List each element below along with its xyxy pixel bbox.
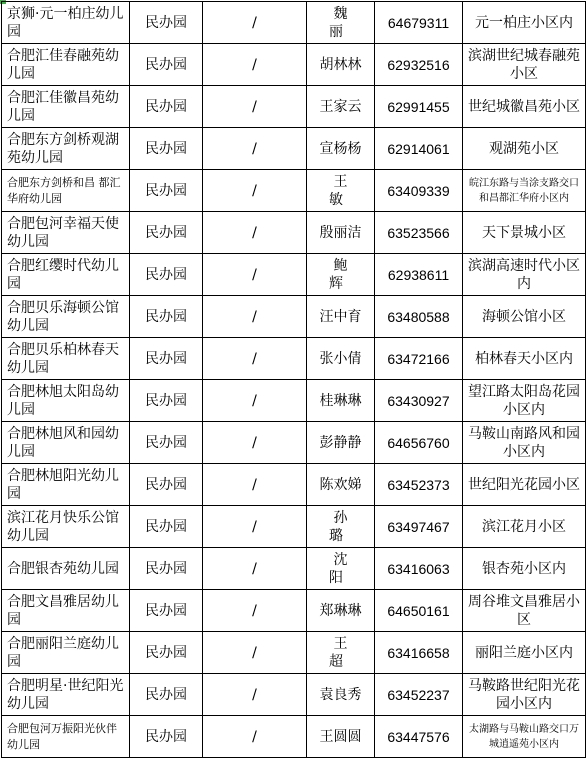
address-cell: 世纪城徽昌苑小区 bbox=[463, 86, 586, 128]
address-cell: 滨湖世纪城春融苑小区 bbox=[463, 44, 586, 86]
contact-person-cell: 桂琳琳 bbox=[307, 380, 375, 422]
level-cell: / bbox=[203, 506, 307, 548]
contact-person-cell: 宣杨杨 bbox=[307, 128, 375, 170]
school-type-cell: 民办园 bbox=[130, 296, 203, 338]
table-body bbox=[2, 2, 586, 758]
kindergarten-name-cell: 合肥林旭风和园幼儿园 bbox=[2, 422, 130, 464]
table-row bbox=[2, 590, 586, 632]
address-cell: 天下景城小区 bbox=[463, 212, 586, 254]
table-row bbox=[2, 170, 586, 212]
table-row bbox=[2, 422, 586, 464]
address-cell: 丽阳兰庭小区内 bbox=[463, 632, 586, 674]
kindergarten-name-cell: 合肥汇佳春融苑幼儿园 bbox=[2, 44, 130, 86]
address-cell: 元一柏庄小区内 bbox=[463, 2, 586, 44]
table-row bbox=[2, 548, 586, 590]
table-row bbox=[2, 632, 586, 674]
table-row bbox=[2, 86, 586, 128]
kindergarten-name-cell: 合肥丽阳兰庭幼儿园 bbox=[2, 632, 130, 674]
address-cell: 马鞍山南路风和园小区内 bbox=[463, 422, 586, 464]
table-row bbox=[2, 2, 586, 44]
contact-person-cell: 陈欢娣 bbox=[307, 464, 375, 506]
kindergarten-name-cell: 合肥红缨时代幼儿园 bbox=[2, 254, 130, 296]
phone-cell: 62932516 bbox=[375, 44, 463, 86]
address-cell: 银杏苑小区内 bbox=[463, 548, 586, 590]
school-type-cell: 民办园 bbox=[130, 464, 203, 506]
phone-cell: 62914061 bbox=[375, 128, 463, 170]
level-cell: / bbox=[203, 170, 307, 212]
table-row bbox=[2, 716, 586, 758]
phone-cell: 62991455 bbox=[375, 86, 463, 128]
school-type-cell: 民办园 bbox=[130, 128, 203, 170]
level-cell: / bbox=[203, 128, 307, 170]
contact-person-cell: 郑琳琳 bbox=[307, 590, 375, 632]
contact-person-cell: 王圆圆 bbox=[307, 716, 375, 758]
contact-person-cell: 魏 丽 bbox=[307, 2, 375, 44]
kindergarten-table bbox=[1, 1, 586, 758]
address-cell: 世纪阳光花园小区 bbox=[463, 464, 586, 506]
table-row bbox=[2, 128, 586, 170]
level-cell: / bbox=[203, 254, 307, 296]
contact-person-cell: 鲍 辉 bbox=[307, 254, 375, 296]
level-cell: / bbox=[203, 380, 307, 422]
phone-cell: 63472166 bbox=[375, 338, 463, 380]
phone-cell: 63416658 bbox=[375, 632, 463, 674]
level-cell: / bbox=[203, 422, 307, 464]
school-type-cell: 民办园 bbox=[130, 716, 203, 758]
school-type-cell: 民办园 bbox=[130, 422, 203, 464]
kindergarten-name-cell: 京狮·元一柏庄幼儿园 bbox=[2, 2, 130, 44]
kindergarten-name-cell: 合肥贝乐柏林春天幼儿园 bbox=[2, 338, 130, 380]
school-type-cell: 民办园 bbox=[130, 86, 203, 128]
table-row bbox=[2, 254, 586, 296]
school-type-cell: 民办园 bbox=[130, 44, 203, 86]
address-cell: 观湖苑小区 bbox=[463, 128, 586, 170]
level-cell: / bbox=[203, 548, 307, 590]
phone-cell: 63497467 bbox=[375, 506, 463, 548]
contact-person-cell: 彭静静 bbox=[307, 422, 375, 464]
kindergarten-name-cell: 合肥明星·世纪阳光幼儿园 bbox=[2, 674, 130, 716]
kindergarten-name-cell: 合肥银杏苑幼儿园 bbox=[2, 548, 130, 590]
level-cell: / bbox=[203, 2, 307, 44]
level-cell: / bbox=[203, 86, 307, 128]
table-row bbox=[2, 212, 586, 254]
phone-cell: 64656760 bbox=[375, 422, 463, 464]
kindergarten-name-cell: 合肥林旭阳光幼儿园 bbox=[2, 464, 130, 506]
contact-person-cell: 孙 璐 bbox=[307, 506, 375, 548]
kindergarten-name-cell: 合肥包河幸福天使幼儿园 bbox=[2, 212, 130, 254]
contact-person-cell: 胡林林 bbox=[307, 44, 375, 86]
phone-cell: 63452237 bbox=[375, 674, 463, 716]
phone-cell: 64679311 bbox=[375, 2, 463, 44]
school-type-cell: 民办园 bbox=[130, 674, 203, 716]
phone-cell: 63523566 bbox=[375, 212, 463, 254]
school-type-cell: 民办园 bbox=[130, 170, 203, 212]
kindergarten-name-cell: 合肥包河万振阳光伙伴幼儿园 bbox=[2, 716, 130, 758]
school-type-cell: 民办园 bbox=[130, 212, 203, 254]
table-row bbox=[2, 338, 586, 380]
contact-person-cell: 王 敏 bbox=[307, 170, 375, 212]
kindergarten-name-cell: 合肥文昌雅居幼儿园 bbox=[2, 590, 130, 632]
phone-cell: 63452373 bbox=[375, 464, 463, 506]
phone-cell: 62938611 bbox=[375, 254, 463, 296]
level-cell: / bbox=[203, 674, 307, 716]
address-cell: 滨湖高速时代小区内 bbox=[463, 254, 586, 296]
kindergarten-name-cell: 合肥贝乐海顿公馆幼儿园 bbox=[2, 296, 130, 338]
level-cell: / bbox=[203, 296, 307, 338]
school-type-cell: 民办园 bbox=[130, 254, 203, 296]
address-cell: 太湖路与马鞍山路交口万城逍遥苑小区内 bbox=[463, 716, 586, 758]
contact-person-cell: 袁良秀 bbox=[307, 674, 375, 716]
school-type-cell: 民办园 bbox=[130, 590, 203, 632]
phone-cell: 63416063 bbox=[375, 548, 463, 590]
table-row bbox=[2, 296, 586, 338]
contact-person-cell: 王家云 bbox=[307, 86, 375, 128]
phone-cell: 63430927 bbox=[375, 380, 463, 422]
kindergarten-name-cell: 合肥林旭太阳岛幼儿园 bbox=[2, 380, 130, 422]
table-row bbox=[2, 674, 586, 716]
phone-cell: 64650161 bbox=[375, 590, 463, 632]
level-cell: / bbox=[203, 44, 307, 86]
address-cell: 柏林春天小区内 bbox=[463, 338, 586, 380]
kindergarten-name-cell: 滨江花月快乐公馆幼儿园 bbox=[2, 506, 130, 548]
table-row bbox=[2, 506, 586, 548]
school-type-cell: 民办园 bbox=[130, 506, 203, 548]
level-cell: / bbox=[203, 464, 307, 506]
school-type-cell: 民办园 bbox=[130, 548, 203, 590]
contact-person-cell: 汪中育 bbox=[307, 296, 375, 338]
address-cell: 海顿公馆小区 bbox=[463, 296, 586, 338]
school-type-cell: 民办园 bbox=[130, 632, 203, 674]
address-cell: 望江路太阳岛花园小区内 bbox=[463, 380, 586, 422]
address-cell: 滨江花月小区 bbox=[463, 506, 586, 548]
table-row bbox=[2, 44, 586, 86]
kindergarten-name-cell: 合肥东方剑桥和昌 都汇华府幼儿园 bbox=[2, 170, 130, 212]
level-cell: / bbox=[203, 212, 307, 254]
table-row bbox=[2, 464, 586, 506]
address-cell: 皖江东路与当涂支路交口和昌都汇华府小区内 bbox=[463, 170, 586, 212]
phone-cell: 63447576 bbox=[375, 716, 463, 758]
phone-cell: 63480588 bbox=[375, 296, 463, 338]
address-cell: 周谷堆文昌雅居小区 bbox=[463, 590, 586, 632]
address-cell: 马鞍路世纪阳光花园小区内 bbox=[463, 674, 586, 716]
kindergarten-name-cell: 合肥东方剑桥观湖苑幼儿园 bbox=[2, 128, 130, 170]
table-row bbox=[2, 380, 586, 422]
level-cell: / bbox=[203, 338, 307, 380]
phone-cell: 63409339 bbox=[375, 170, 463, 212]
level-cell: / bbox=[203, 632, 307, 674]
school-type-cell: 民办园 bbox=[130, 338, 203, 380]
contact-person-cell: 王 超 bbox=[307, 632, 375, 674]
level-cell: / bbox=[203, 716, 307, 758]
school-type-cell: 民办园 bbox=[130, 2, 203, 44]
level-cell: / bbox=[203, 590, 307, 632]
kindergarten-name-cell: 合肥汇佳徽昌苑幼儿园 bbox=[2, 86, 130, 128]
contact-person-cell: 沈 阳 bbox=[307, 548, 375, 590]
contact-person-cell: 张小倩 bbox=[307, 338, 375, 380]
school-type-cell: 民办园 bbox=[130, 380, 203, 422]
contact-person-cell: 殷丽洁 bbox=[307, 212, 375, 254]
